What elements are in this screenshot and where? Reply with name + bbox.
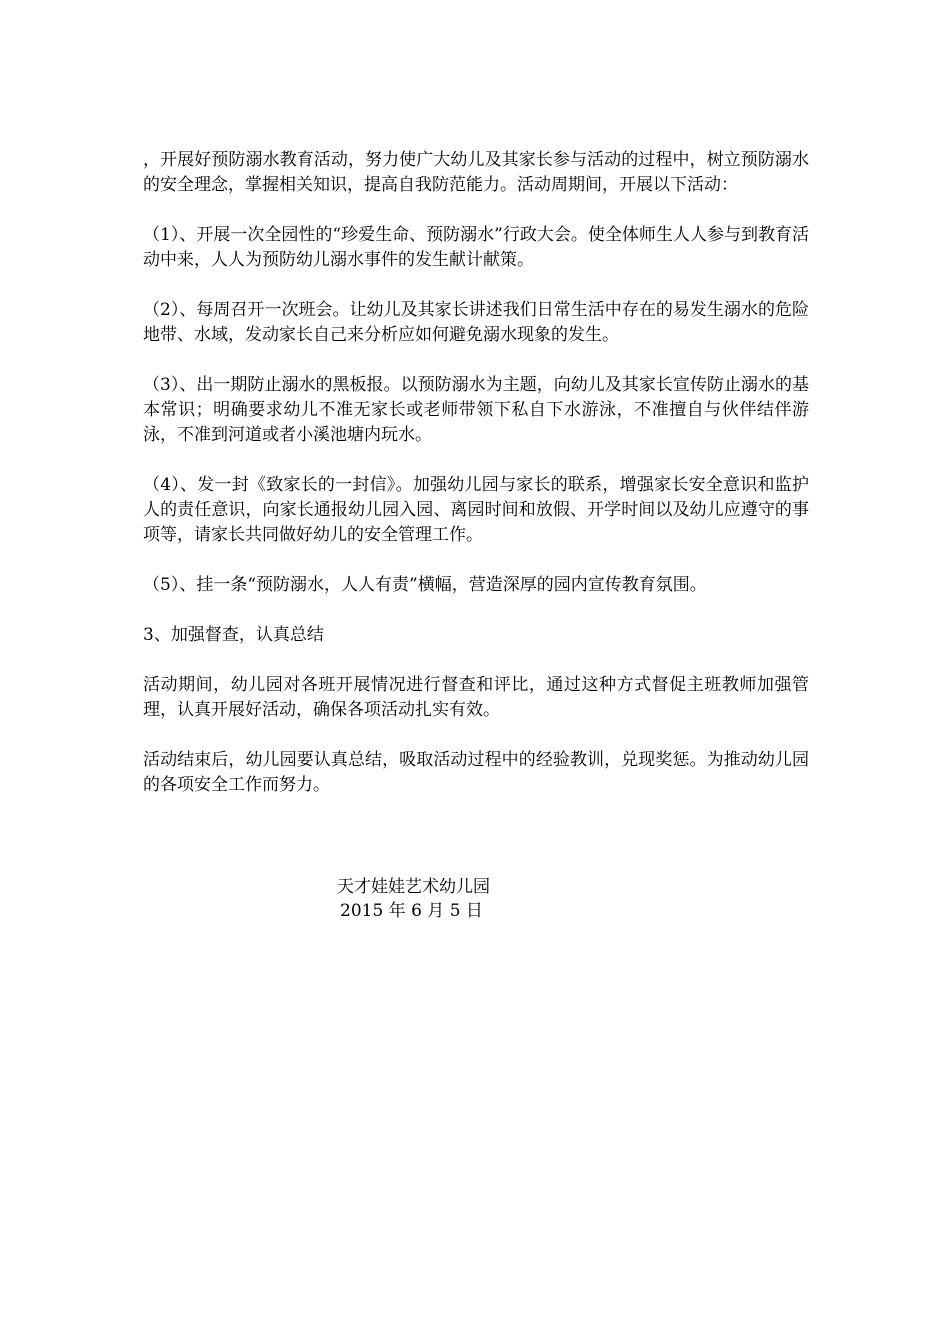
document-body	[143, 148, 809, 823]
paragraph-item-3: （3）、出一期防止溺水的黑板报。以预防溺水为主题，向幼儿及其家长宣传防止溺水的基本常识；明确要求幼儿不准无家长或老师带领下私自下水游泳，不准擅自与伙伴结伴游泳，不准到河道或者小溪池塘内玩水。	[143, 375, 809, 445]
signature-date: 2015 年 6 月 5 日	[340, 901, 483, 921]
signature-organization: 天才娃娃艺术幼儿园	[337, 877, 490, 897]
signature-block	[337, 875, 490, 923]
paragraph-summary: 活动结束后，幼儿园要认真总结，吸取活动过程中的经验教训，兑现奖惩。为推动幼儿园的各项安全工作而努力。	[143, 750, 809, 795]
paragraph-item-5: （5）、挂一条“预防溺水，人人有责”横幅，营造深厚的园内宣传教育氛围。	[143, 575, 707, 595]
paragraph-item-2: （2）、每周召开一次班会。让幼儿及其家长讲述我们日常生活中存在的易发生溺水的危险地带、水域，发动家长自己来分析应如何避免溺水现象的发生。	[143, 300, 809, 345]
paragraph-supervision: 活动期间，幼儿园对各班开展情况进行督查和评比，通过这种方式督促主班教师加强管理，认真开展好活动，确保各项活动扎实有效。	[143, 675, 809, 720]
section-heading: 3、加强督查，认真总结	[143, 625, 324, 645]
paragraph-intro: ，开展好预防溺水教育活动，努力使广大幼儿及其家长参与活动的过程中，树立预防溺水的安全理念，掌握相关知识，提高自我防范能力。活动周期间，开展以下活动：	[143, 150, 809, 195]
paragraph-item-4: （4）、发一封《致家长的一封信》。加强幼儿园与家长的联系，增强家长安全意识和监护人的责任意识，向家长通报幼儿园入园、离园时间和放假、开学时间以及幼儿应遵守的事项等，请家长共同做好幼儿的安全管理工作。	[143, 475, 809, 545]
paragraph-item-1: （1）、开展一次全园性的“珍爱生命、预防溺水”行政大会。使全体师生人人参与到教育活动中来，人人为预防幼儿溺水事件的发生献计献策。	[143, 225, 809, 270]
